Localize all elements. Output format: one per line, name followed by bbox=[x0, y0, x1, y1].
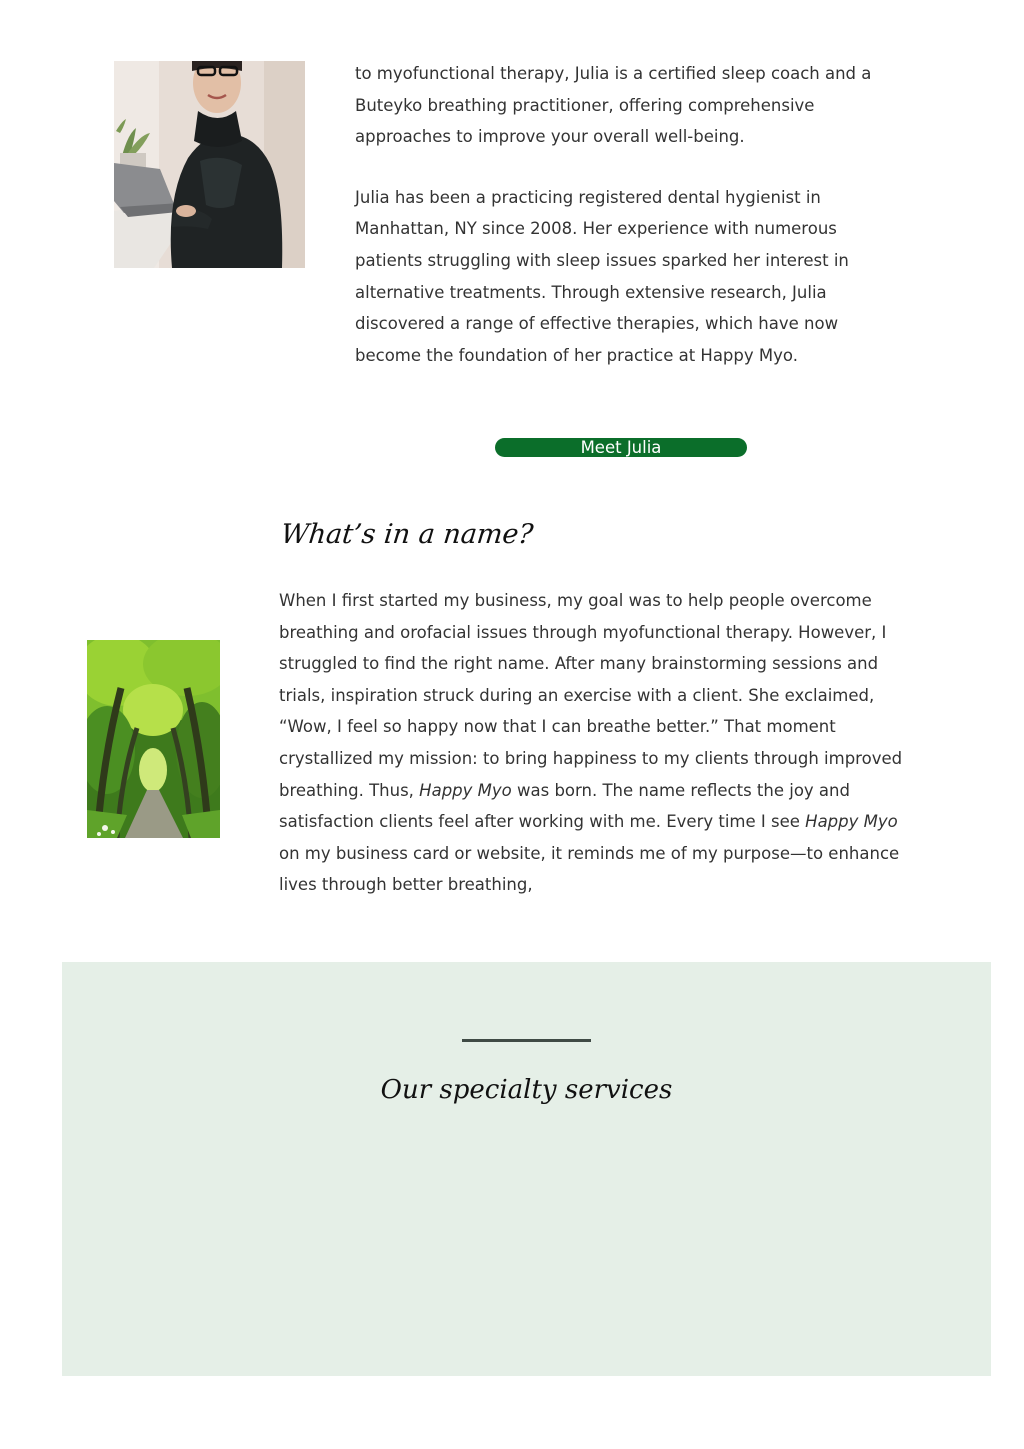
bio-paragraph-2: Julia has been a practicing registered dental hygienist in Manhattan, NY since 2008. Her experience with numerous patients struggling with sleep issues sparked her interest in alternative treatments. Through extensive research, Julia discovered a range of effective therapies, which have now become the foundation of her practice at Happy Myo. bbox=[355, 187, 849, 365]
forest-path-photo bbox=[87, 640, 220, 838]
story-text-part-3: on my business card or website, it reminds me of my purpose—to enhance lives through better breathing, bbox=[279, 843, 900, 895]
specialty-services-panel bbox=[62, 962, 991, 1376]
name-story-text bbox=[279, 585, 909, 901]
forest-path-illustration bbox=[87, 640, 220, 838]
story-text-part-2: was born. The name reflects the joy and satisfaction clients feel after working with me. Every time I see bbox=[279, 780, 850, 832]
story-emphasis-happy-myo-2: Happy Myo bbox=[805, 812, 898, 832]
bio-text-block bbox=[355, 58, 900, 371]
whats-in-a-name-heading: What’s in a name? bbox=[279, 519, 535, 550]
bio-paragraph-1: to myofunctional therapy, Julia is a certified sleep coach and a Buteyko breathing practitioner, offering comprehensive approaches to improve your overall well-being. bbox=[355, 64, 872, 147]
section-divider-line bbox=[462, 1039, 591, 1042]
julia-portrait-photo bbox=[114, 61, 305, 268]
story-emphasis-happy-myo-1: Happy Myo bbox=[419, 780, 512, 800]
specialty-services-heading: Our specialty services bbox=[380, 1075, 673, 1105]
julia-portrait-illustration bbox=[114, 61, 305, 268]
meet-julia-button[interactable]: Meet Julia bbox=[495, 438, 747, 457]
story-text-part-1: When I first started my business, my goal was to help people overcome breathing and orofacial issues through myofunctional therapy. However, I struggled to find the right name. After many brainstorming sessions and trials, inspiration struck during an exercise with a client. She exclaimed, “Wow, I feel so happy now that I can breathe better.” That moment crystallized my mission: to bring happiness to my clients through improved breathing. Thus, bbox=[279, 591, 903, 800]
